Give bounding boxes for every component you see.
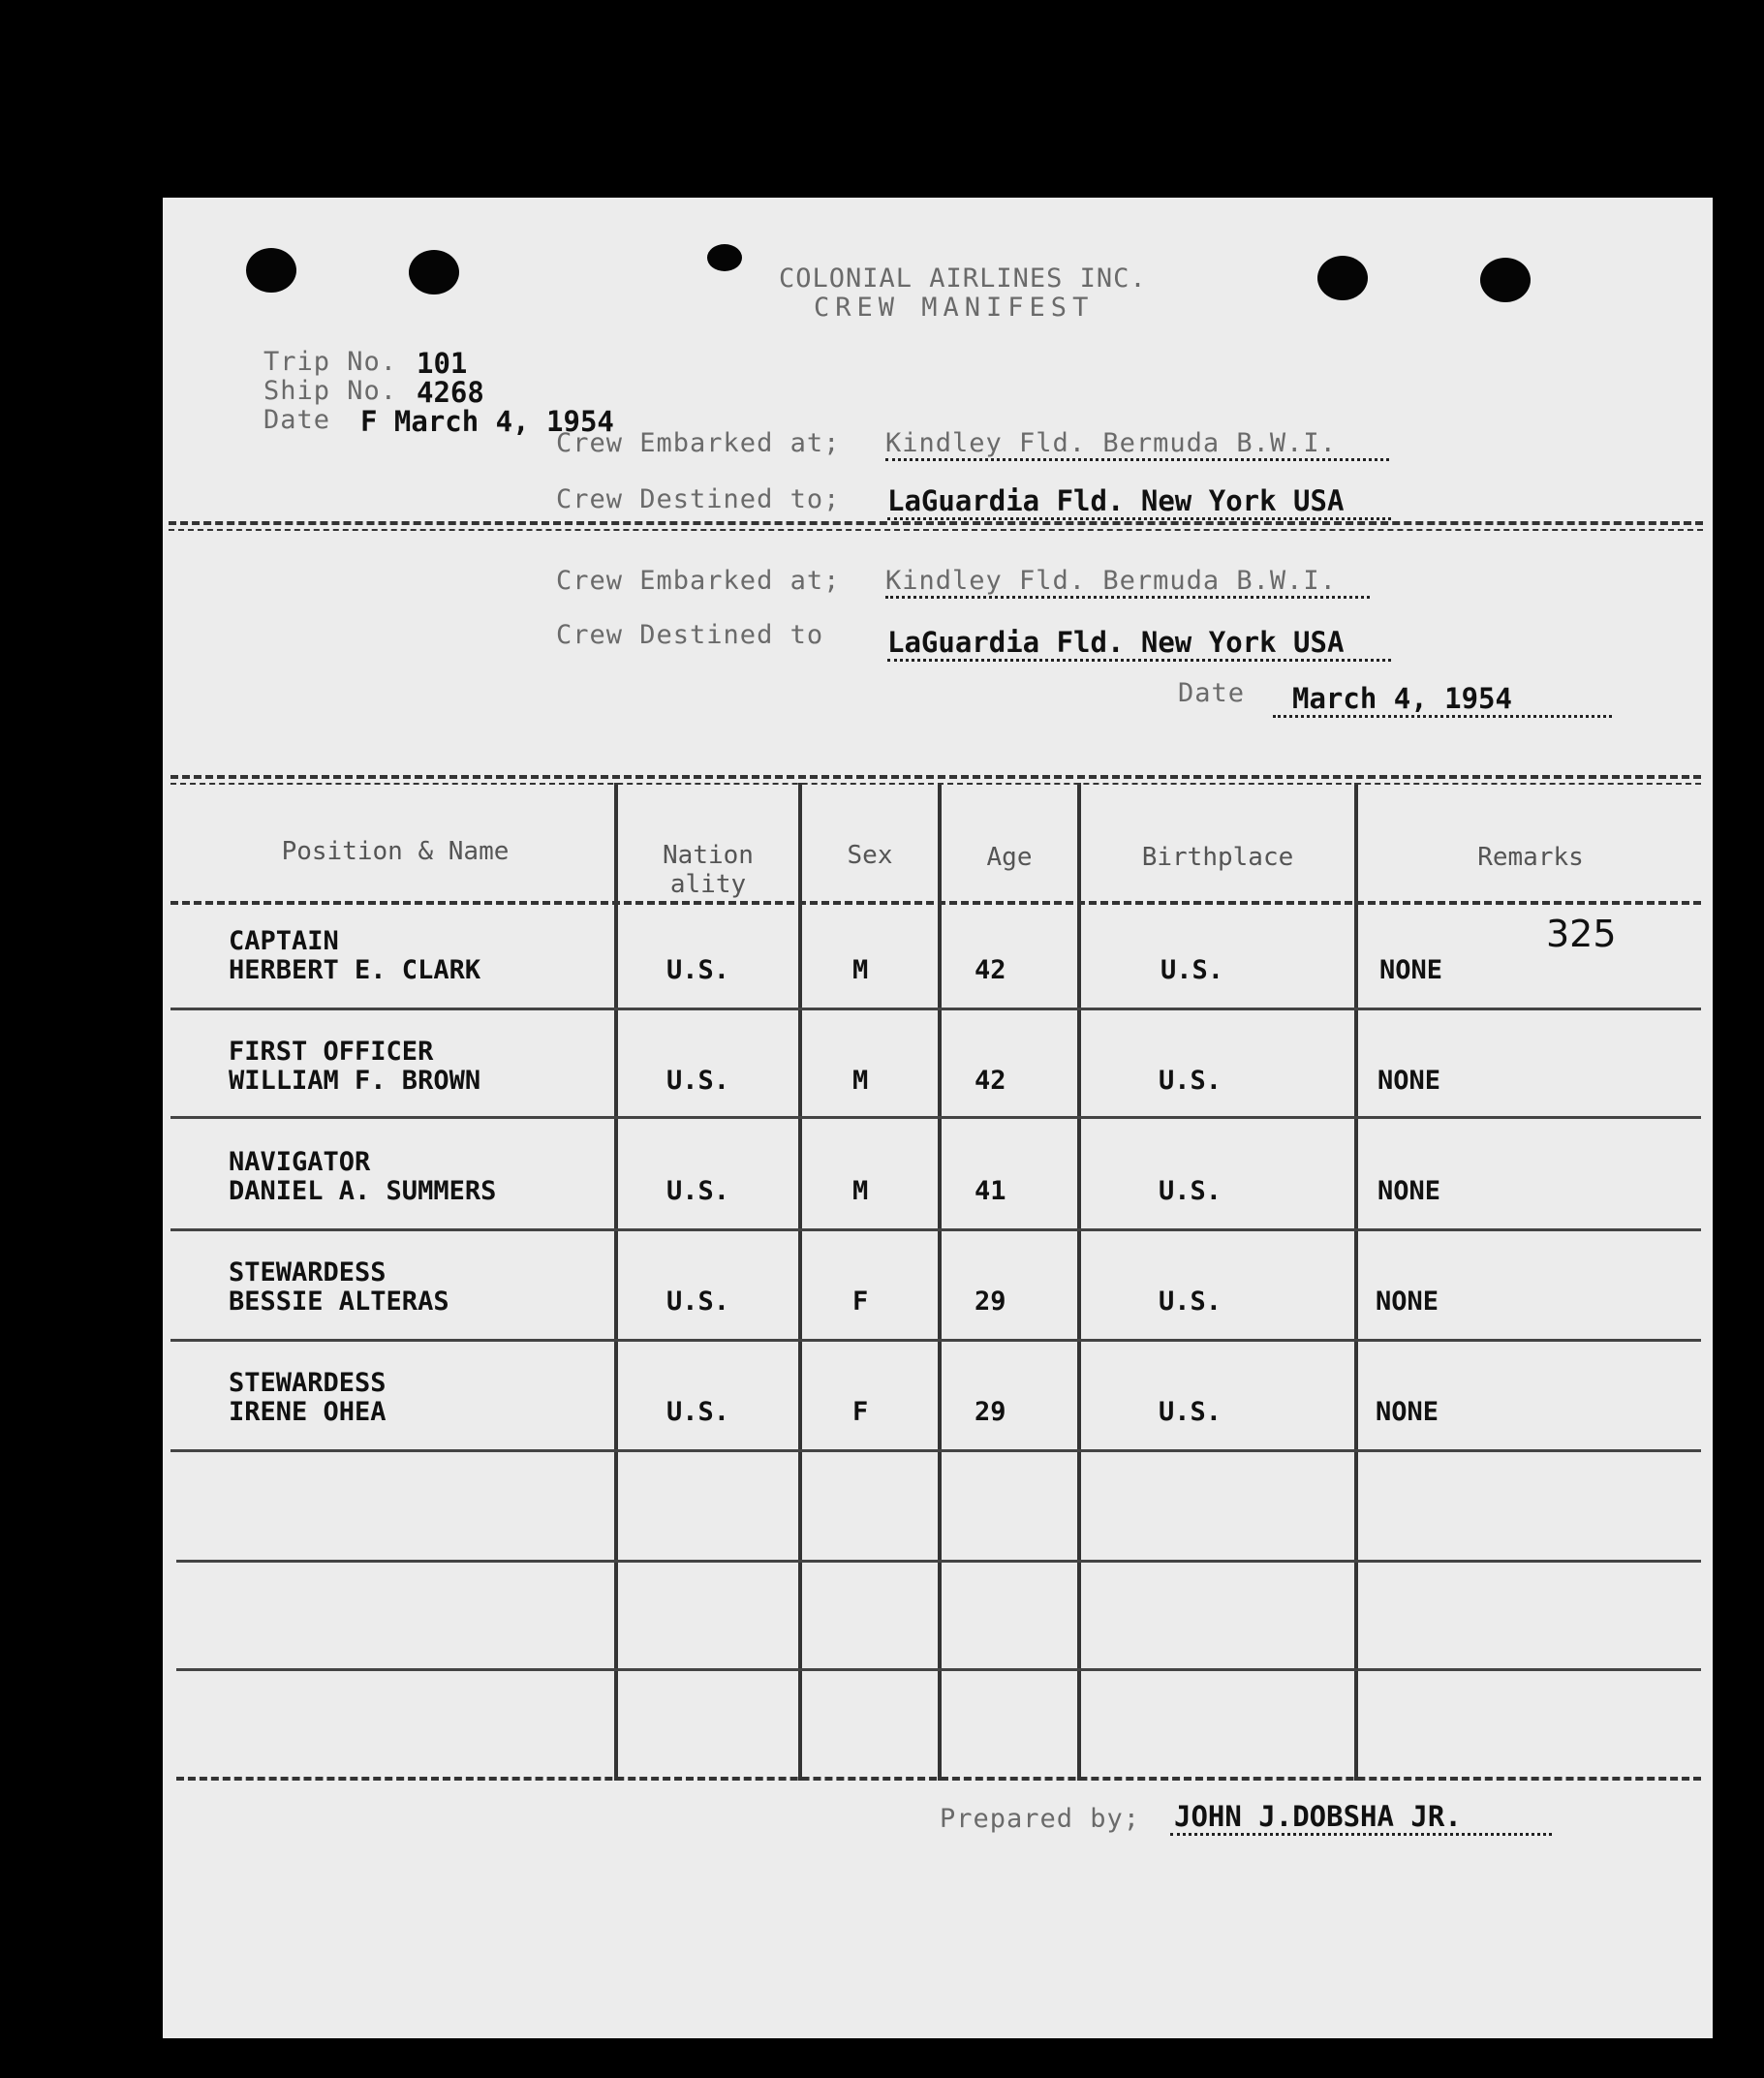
row-age: 42: [975, 1066, 1006, 1096]
row-nationality: U.S.: [666, 1287, 730, 1317]
row-divider: [170, 1116, 1701, 1119]
column-divider: [614, 783, 618, 1781]
table-top-rule: [170, 783, 1701, 785]
row-name: BESSIE ALTERAS: [229, 1287, 449, 1317]
row-birthplace: U.S.: [1159, 1066, 1222, 1096]
punch-hole: [1480, 258, 1531, 302]
row-sex: F: [852, 1397, 869, 1427]
col-header-remarks: Remarks: [1477, 843, 1584, 872]
row-sex: M: [852, 1066, 869, 1096]
manifest-page: [163, 198, 1713, 2038]
column-divider: [1354, 783, 1358, 1781]
row-remarks: NONE: [1376, 1287, 1439, 1317]
prepared-by: JOHN J.DOBSHA JR.: [1170, 1800, 1552, 1836]
embarked-label: Crew Embarked at;: [556, 428, 841, 458]
row-name: WILLIAM F. BROWN: [229, 1066, 481, 1096]
company-name: COLONIAL AIRLINES INC.: [779, 264, 1147, 294]
row-divider: [176, 1560, 1701, 1563]
header-bottom-rule: [170, 901, 1701, 905]
row-age: 41: [975, 1176, 1006, 1206]
prepared-label: Prepared by;: [940, 1804, 1141, 1834]
document-title: CREW MANIFEST: [814, 293, 1095, 323]
punch-hole: [246, 248, 296, 293]
embarked-label: Crew Embarked at;: [556, 566, 841, 596]
row-remarks: NONE: [1379, 955, 1443, 985]
row-divider: [170, 1008, 1701, 1010]
destined-label: Crew Destined to;: [556, 484, 841, 514]
column-divider: [1077, 783, 1081, 1781]
col-header-position: Position & Name: [281, 837, 510, 866]
row-position: NAVIGATOR: [229, 1147, 371, 1177]
date-label: Date: [1178, 678, 1246, 708]
row-remarks: NONE: [1377, 1066, 1441, 1096]
row-age: 29: [975, 1287, 1006, 1317]
row-remarks: NONE: [1377, 1176, 1441, 1206]
ship-number: 4268: [417, 376, 484, 409]
destined-value: LaGuardia Fld. New York USA: [887, 484, 1391, 520]
row-divider: [170, 1339, 1701, 1342]
row-name: IRENE OHEA: [229, 1397, 387, 1427]
row-age: 29: [975, 1397, 1006, 1427]
row-birthplace: U.S.: [1161, 955, 1224, 985]
col-header-age: Age: [986, 843, 1033, 872]
row-position: FIRST OFFICER: [229, 1037, 434, 1067]
row-birthplace: U.S.: [1159, 1287, 1222, 1317]
row-remarks: NONE: [1376, 1397, 1439, 1427]
ship-label: Ship No.: [263, 376, 398, 406]
embarked-value: Kindley Fld. Bermuda B.W.I.: [885, 566, 1370, 599]
col-header-nationality: Nation ality: [663, 841, 754, 899]
col-header-birthplace: Birthplace: [1141, 843, 1294, 872]
row-name: DANIEL A. SUMMERS: [229, 1176, 497, 1206]
embarked-value: Kindley Fld. Bermuda B.W.I.: [885, 428, 1389, 461]
row-divider: [170, 1228, 1701, 1231]
punch-hole: [1317, 256, 1368, 300]
col-header-sex: Sex: [847, 841, 893, 870]
row-sex: M: [852, 1176, 869, 1206]
row-position: STEWARDESS: [229, 1257, 387, 1287]
divider: [169, 529, 1703, 531]
row-position: CAPTAIN: [229, 926, 339, 956]
destined-value: LaGuardia Fld. New York USA: [887, 626, 1391, 662]
column-divider: [798, 783, 802, 1781]
manifest-date: March 4, 1954: [1273, 682, 1612, 718]
table-bottom-rule: [176, 1777, 1701, 1781]
trip-date: F March 4, 1954: [360, 405, 614, 438]
destined-label: Crew Destined to: [556, 620, 824, 650]
row-nationality: U.S.: [666, 1066, 730, 1096]
column-divider: [938, 783, 942, 1781]
punch-hole: [707, 244, 742, 271]
trip-number: 101: [417, 347, 468, 380]
divider: [169, 521, 1703, 525]
row-age: 42: [975, 955, 1006, 985]
page-stamp-number: 325: [1546, 913, 1617, 955]
row-nationality: U.S.: [666, 955, 730, 985]
trip-label: Trip No.: [263, 347, 398, 377]
row-position: STEWARDESS: [229, 1368, 387, 1398]
table-top-rule: [170, 775, 1701, 779]
row-sex: M: [852, 955, 869, 985]
date-label: Date: [263, 405, 331, 435]
row-nationality: U.S.: [666, 1397, 730, 1427]
row-divider: [176, 1668, 1701, 1671]
row-sex: F: [852, 1287, 869, 1317]
punch-hole: [409, 250, 459, 295]
row-name: HERBERT E. CLARK: [229, 955, 481, 985]
row-birthplace: U.S.: [1159, 1397, 1222, 1427]
row-nationality: U.S.: [666, 1176, 730, 1206]
row-birthplace: U.S.: [1159, 1176, 1222, 1206]
row-divider: [170, 1449, 1701, 1452]
